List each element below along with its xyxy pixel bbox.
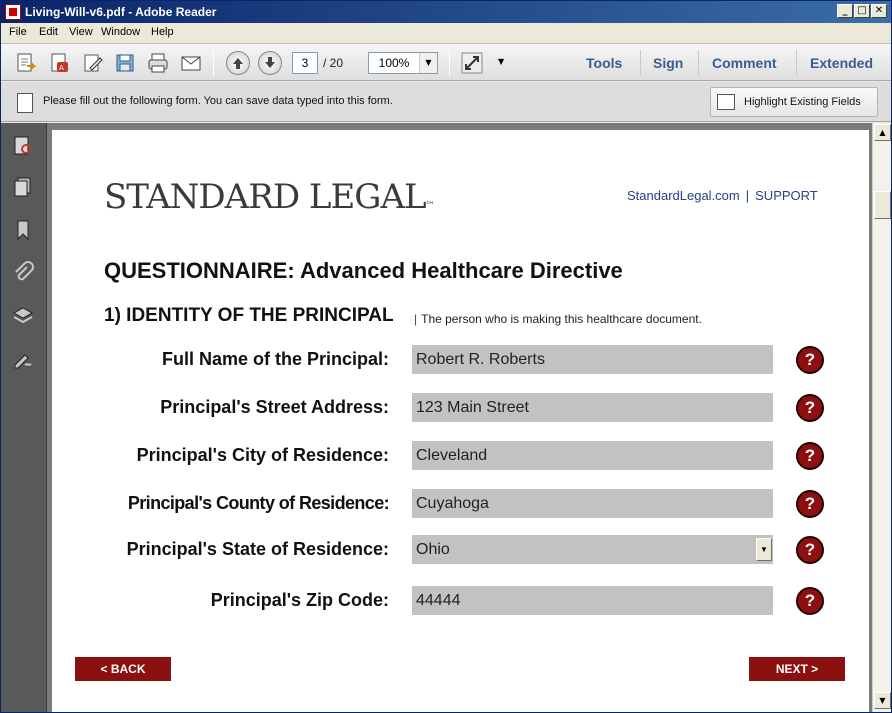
zip-input[interactable]: 44444	[412, 586, 773, 615]
support-link[interactable]: SUPPORT	[755, 188, 818, 203]
toolbar-separator	[213, 50, 214, 76]
menu-help[interactable]: Help	[151, 26, 174, 38]
email-icon[interactable]	[180, 52, 202, 74]
field-row-city	[52, 441, 869, 471]
full-name-label: Full Name of the Principal:	[161, 349, 389, 369]
form-document-icon	[17, 93, 33, 113]
comment-pane-link[interactable]: Comment	[712, 55, 777, 71]
highlight-fields-label: Highlight Existing Fields	[744, 96, 861, 108]
pages-icon[interactable]	[12, 176, 34, 198]
toolbar-overflow-icon[interactable]: ▼	[498, 57, 505, 66]
brand-trademark: ™	[425, 201, 434, 211]
arrow-up-icon	[231, 56, 245, 70]
scroll-thumb[interactable]	[874, 191, 891, 219]
highlight-fields-button[interactable]	[710, 87, 878, 117]
window-title: Living-Will-v6.pdf - Adobe Reader	[25, 5, 217, 19]
street-address-label: Principal's Street Address:	[160, 397, 389, 417]
zoom-dropdown-icon[interactable]: ▼	[419, 53, 437, 73]
signatures-icon[interactable]	[12, 348, 34, 370]
city-label: Principal's City of Residence:	[136, 445, 389, 465]
menu-edit[interactable]: Edit	[39, 26, 58, 38]
city-help-button[interactable]: ?	[796, 442, 824, 470]
page-thumbnails-icon[interactable]	[12, 135, 34, 157]
navigation-pane	[1, 123, 47, 712]
section-title: 1) IDENTITY OF THE PRINCIPAL	[104, 305, 394, 326]
menu-view[interactable]: View	[69, 26, 93, 38]
brand-link-separator: |	[745, 188, 750, 203]
website-link[interactable]: StandardLegal.com	[627, 188, 740, 203]
toolbar-link-separator	[698, 50, 699, 76]
form-message: Please fill out the following form. You can save data typed into this form.	[43, 95, 393, 107]
bookmark-icon[interactable]	[12, 219, 34, 241]
create-pdf-icon[interactable]	[15, 52, 37, 74]
toolbar-link-separator	[796, 50, 797, 76]
county-label: Principal's County of Residence:	[127, 493, 389, 513]
page-title: QUESTIONNAIRE: Advanced Healthcare Directive	[104, 258, 623, 283]
zoom-select[interactable]	[368, 52, 438, 74]
zip-label: Principal's Zip Code:	[210, 590, 389, 610]
field-row-street	[52, 393, 869, 423]
next-page-button[interactable]	[258, 51, 282, 75]
brand-name: STANDARD LEGAL	[104, 177, 426, 217]
toolbar-separator	[449, 50, 450, 76]
toolbar	[1, 43, 891, 81]
previous-page-button[interactable]	[226, 51, 250, 75]
scroll-up-button[interactable]: ▲	[874, 124, 891, 141]
open-pdf-icon[interactable]	[48, 52, 70, 74]
print-icon[interactable]	[147, 52, 169, 74]
section-note-text: The person who is making this healthcare document.	[421, 312, 702, 326]
page-total: / 20	[323, 56, 344, 70]
back-button[interactable]: < BACK	[75, 657, 171, 681]
attachment-icon[interactable]	[12, 261, 34, 283]
tools-pane-link[interactable]: Tools	[586, 55, 623, 71]
minimize-button[interactable]: _	[837, 4, 853, 18]
document-area	[47, 123, 872, 712]
pdf-app-icon[interactable]	[5, 4, 21, 20]
field-row-state	[52, 535, 869, 565]
field-row-name	[52, 345, 869, 375]
maximize-button[interactable]: □	[854, 4, 870, 18]
full-screen-icon[interactable]	[461, 52, 483, 74]
zip-help-button[interactable]: ?	[796, 587, 824, 615]
state-help-button[interactable]: ?	[796, 536, 824, 564]
state-label: Principal's State of Residence:	[126, 539, 389, 559]
svg-text:A: A	[59, 64, 64, 72]
field-row-zip	[52, 586, 869, 616]
street-address-help-button[interactable]: ?	[796, 394, 824, 422]
zoom-value: 100%	[378, 56, 410, 70]
county-input[interactable]: Cuyahoga	[412, 489, 773, 518]
layers-icon[interactable]	[12, 305, 34, 327]
menu-file[interactable]: File	[9, 26, 27, 38]
section-note-separator: |	[414, 312, 418, 326]
menu-bar	[1, 23, 891, 43]
state-dropdown-icon[interactable]: ▼	[756, 538, 772, 561]
section-note	[414, 312, 702, 326]
next-button[interactable]: NEXT >	[749, 657, 845, 681]
street-address-input[interactable]: 123 Main Street	[412, 393, 773, 422]
toolbar-link-separator	[640, 50, 641, 76]
edit-document-icon[interactable]	[82, 52, 104, 74]
state-select[interactable]	[412, 535, 773, 564]
sign-pane-link[interactable]: Sign	[653, 55, 684, 71]
menu-window[interactable]: Window	[101, 26, 141, 38]
scroll-down-button[interactable]: ▼	[874, 692, 891, 709]
field-row-county	[52, 489, 869, 519]
save-icon[interactable]	[114, 52, 136, 74]
pdf-page	[52, 130, 869, 712]
arrow-down-icon	[263, 56, 277, 70]
county-help-button[interactable]: ?	[796, 490, 824, 518]
highlight-fields-icon	[717, 94, 735, 110]
vertical-scrollbar[interactable]	[872, 123, 891, 712]
page-number-input[interactable]: 3	[292, 52, 318, 74]
extended-pane-link[interactable]: Extended	[810, 55, 874, 71]
brand-logo	[104, 177, 434, 217]
city-input[interactable]: Cleveland	[412, 441, 773, 470]
brand-links	[627, 188, 818, 203]
full-name-help-button[interactable]: ?	[796, 346, 824, 374]
state-selected-value: Ohio	[416, 541, 450, 558]
full-name-input[interactable]: Robert R. Roberts	[412, 345, 773, 374]
form-message-bar	[1, 82, 891, 122]
title-bar	[1, 1, 891, 23]
close-button[interactable]: ✕	[871, 4, 887, 18]
